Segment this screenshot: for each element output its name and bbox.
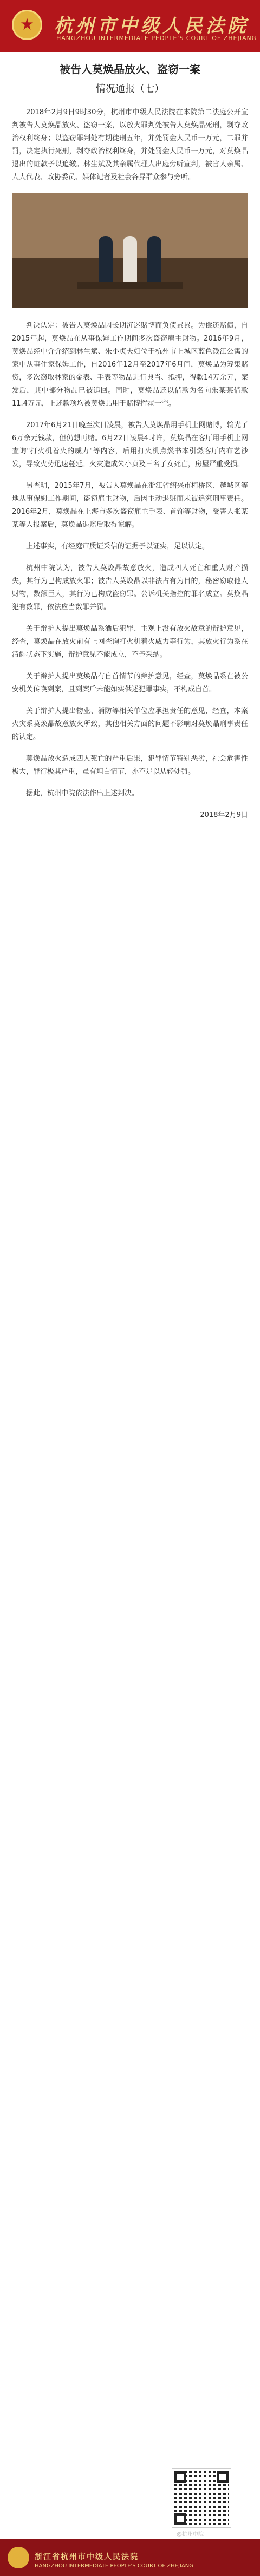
paragraph: 杭州中院认为，被告人莫焕晶故意放火，造成四人死亡和重大财产损失，其行为已构成放火罪；被告人莫焕晶以非法占有为目的，秘密窃取他人财物，数额巨大，其行为已构成盗窃罪。公诉机关指控的罪名成立。莫焕晶犯有数罪，依法应当数罪并罚。 — [12, 564, 248, 611]
paragraph: 莫焕晶放火造成四人死亡的严重后果，犯罪情节特别恶劣，社会危害性极大，罪行极其严重，虽有坦白情节，亦不足以从轻处罚。 — [12, 755, 248, 776]
paragraph: 2017年6月21日晚至次日凌晨，被告人莫焕晶用手机上网赌博，输光了6万余元钱款，但仍想再赌。6月22日凌晨4时许，莫焕晶在客厅用手机上网查询"打火机着火的威力"等内容，后用打火机点燃书本引燃客厅内布艺沙发，导致火势迅速蔓延。火灾造成朱小贞及三名子女死亡，房屋严重受损。 — [12, 421, 248, 468]
publish-date: 2018年2月9日 — [200, 811, 248, 819]
national-emblem-icon — [12, 10, 42, 40]
bailiff-figure — [147, 236, 161, 284]
defendant-figure — [123, 236, 137, 284]
paragraph: 关于辩护人提出莫焕晶有自首情节的辩护意见，经查，莫焕晶系在被公安机关传唤到案，且到案后未能如实供述犯罪事实，不构成自首。 — [12, 672, 248, 694]
bailiff-figure — [99, 236, 113, 284]
court-name: 杭州市中级人民法院 — [54, 15, 249, 37]
footer-banner — [0, 2539, 260, 2576]
footer-court-name: 浙江省杭州市中级人民法院 — [35, 2553, 139, 2561]
paragraph: 2018年2月9日9时30分，杭州市中级人民法院在本院第二法庭公开宣判被告人莫焕晶放火、盗窃一案，以放火罪判处被告人莫焕晶死刑，剥夺政治权利终身；以盗窃罪判处有期徒刑五年，并处罚金人民币一万元，二罪并罚，决定执行死刑，剥夺政治权利终身，并处罚金人民币一万元，对莫焕晶退出的赃款予以追缴。林生斌及其亲属代理人出庭旁听宣判，被害人亲属、人大代表、政协委员、媒体记者及社会各界群众参与旁听。 — [12, 108, 248, 181]
court-name-english: HANGZHOU INTERMEDIATE PEOPLE'S COURT OF ZHEJIANG — [56, 35, 257, 42]
national-emblem-icon — [8, 2547, 29, 2568]
article-title: 被告人莫焕晶放火、盗窃一案 — [60, 63, 200, 76]
footer-court-name-english: HANGZHOU INTERMEDIATE PEOPLE'S COURT OF ZHEJIANG — [35, 2563, 193, 2569]
paragraph: 关于辩护人提出莫焕晶系酒后犯罪、主观上没有放火故意的辩护意见，经查，莫焕晶在放火前有上网查询打火机着火威力等行为，其放火行为系在清醒状态下实施，辩护意见不能成立，不予采纳。 — [12, 625, 248, 659]
qr-code-icon — [172, 2469, 231, 2527]
watermark: @杭州中院 — [177, 2532, 204, 2538]
article-subtitle: 情况通报（七） — [96, 83, 164, 95]
article-body — [12, 106, 248, 822]
paragraph: 关于辩护人提出物业、消防等相关单位应承担责任的意见，经查，本案火灾系莫焕晶故意放火所致，其他相关方面的问题不影响对莫焕晶刑事责任的认定。 — [12, 707, 248, 741]
paragraph: 判决认定：被告人莫焕晶因长期沉迷赌博而负债累累。为偿还赌债，自2015年起，莫焕晶在从事保姆工作期间多次盗窃雇主财物。2016年9月，莫焕晶经中介介绍到林生斌、朱小贞夫妇位于杭州市上城区蓝色钱江公寓的家中从事住家保姆工作，自2016年12月至2017年6月间，莫焕晶为筹集赌资，多次窃取林家的金表、手表等物品进行典当、抵押，得款14万余元，案发后，其中部分物品已被追回。同时，莫焕晶还以借款为名向朱某某借款11.4万元，上述款项均被莫焕晶用于赌博挥霍一空。 — [12, 322, 248, 408]
header-banner — [0, 0, 260, 52]
courtroom-photo — [12, 193, 248, 308]
paragraph: 据此，杭州中院依法作出上述判决。 — [26, 789, 139, 797]
paragraph: 另查明，2015年7月，被告人莫焕晶在浙江省绍兴市柯桥区、越城区等地从事保姆工作期间，盗窃雇主财物，后因主动退赃而未被追究刑事责任。2016年2月，莫焕晶在上海市多次盗窃雇主手表、首饰等财物，受害人张某某等人报案后，莫焕晶退赔后取得谅解。 — [12, 482, 248, 529]
paragraph: 上述事实，有经庭审质证采信的证据予以证实，足以认定。 — [26, 542, 210, 551]
